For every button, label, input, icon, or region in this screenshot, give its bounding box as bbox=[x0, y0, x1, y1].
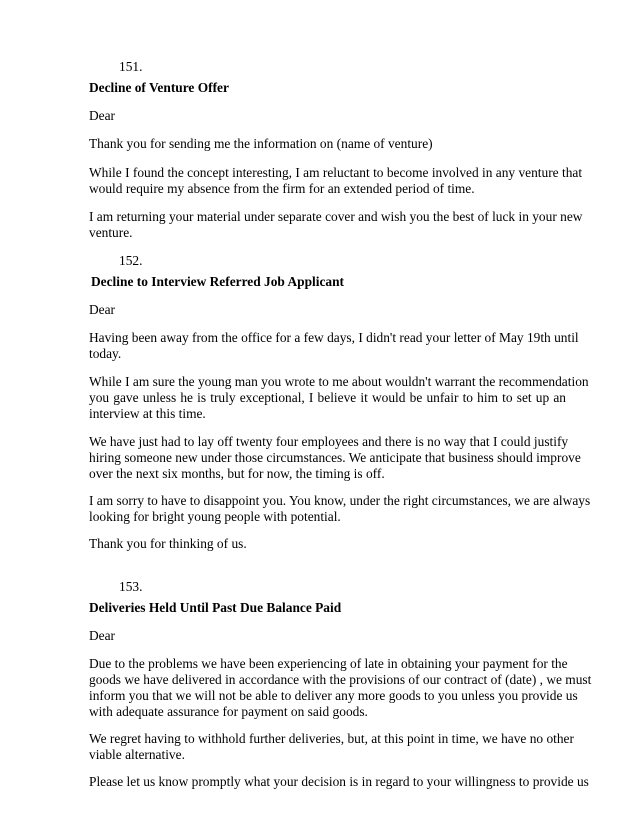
letter-title: Deliveries Held Until Past Due Balance Paid bbox=[89, 600, 342, 615]
paragraph-line: Due to the problems we have been experiencing of late in obtaining your payment for the bbox=[89, 656, 568, 671]
letter-number: 151. bbox=[119, 59, 143, 74]
paragraph-line: interview at this time. bbox=[89, 406, 206, 421]
paragraph bbox=[89, 493, 591, 525]
paragraph bbox=[89, 374, 589, 422]
salutation: Dear bbox=[89, 108, 116, 123]
paragraph-line: hiring someone new under those circumstances. We anticipate that business should improve bbox=[89, 450, 581, 465]
letter-title: Decline of Venture Offer bbox=[89, 80, 229, 95]
paragraph-line: with adequate assurance for payment on said goods. bbox=[89, 704, 368, 719]
paragraph-line: While I am sure the young man you wrote to me about wouldn't warrant the recommendation bbox=[89, 374, 589, 389]
paragraph-line: Having been away from the office for a few days, I didn't read your letter of May 19th until bbox=[89, 330, 579, 345]
paragraph bbox=[89, 165, 583, 197]
paragraph-line: today. bbox=[89, 346, 122, 361]
paragraph-line: Please let us know promptly what your decision is in regard to your willingness to provide us bbox=[89, 774, 589, 789]
paragraph bbox=[89, 656, 592, 720]
paragraph-line: goods we have delivered in accordance with the provisions of our contract of (date) , we must bbox=[89, 672, 592, 687]
salutation: Dear bbox=[89, 302, 116, 317]
paragraph bbox=[89, 330, 579, 362]
paragraph-line: We regret having to withhold further deliveries, but, at this point in time, we have no other bbox=[89, 731, 574, 746]
paragraph-line: I am returning your material under separate cover and wish you the best of luck in your new bbox=[89, 209, 583, 224]
paragraph-line: venture. bbox=[89, 225, 133, 240]
letter-number: 153. bbox=[119, 579, 143, 594]
letter-number: 152. bbox=[119, 253, 143, 268]
paragraph: Thank you for sending me the information on (name of venture) bbox=[89, 136, 433, 151]
paragraph-line: inform you that we will not be able to deliver any more goods to you unless you provide us bbox=[89, 688, 578, 703]
paragraph bbox=[89, 731, 574, 763]
paragraph-line: would require my absence from the firm for an extended period of time. bbox=[89, 181, 475, 196]
paragraph-line: looking for bright young people with potential. bbox=[89, 509, 341, 524]
paragraph bbox=[89, 434, 581, 482]
paragraph: Thank you for thinking of us. bbox=[89, 536, 247, 551]
paragraph-line: We have just had to lay off twenty four employees and there is no way that I could justify bbox=[89, 434, 569, 449]
paragraph-line: While I found the concept interesting, I am reluctant to become involved in any venture that bbox=[89, 165, 583, 180]
salutation: Dear bbox=[89, 628, 116, 643]
paragraph-line: I am sorry to have to disappoint you. You know, under the right circumstances, we are always bbox=[89, 493, 591, 508]
paragraph bbox=[89, 774, 589, 790]
paragraph-line: you gave unless he is truly exceptional, I believe it would be unfair to him to set up an bbox=[89, 390, 566, 405]
paragraph-line: over the next six months, but for now, the timing is off. bbox=[89, 466, 385, 481]
letter-title: Decline to Interview Referred Job Applicant bbox=[91, 274, 345, 289]
paragraph bbox=[89, 209, 583, 241]
paragraph-line: viable alternative. bbox=[89, 747, 185, 762]
